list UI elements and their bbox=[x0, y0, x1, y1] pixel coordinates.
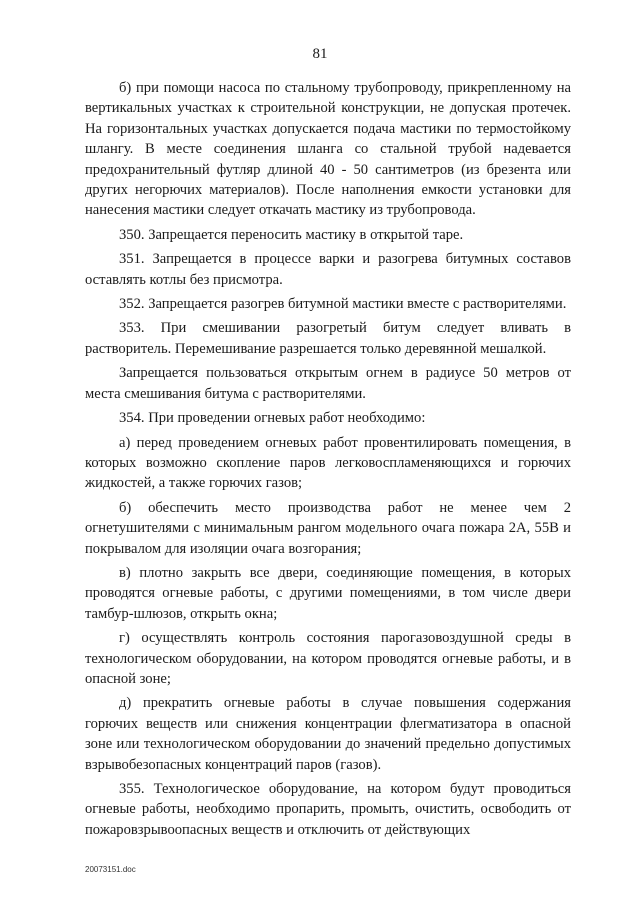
paragraph-354-g: г) осуществлять контроль состояния парогазовоздушной среды в технологическом оборудовании, на котором проводятся огневые работы, и в опасной зоне; bbox=[85, 630, 571, 687]
paragraph-354-v: в) плотно закрыть все двери, соединяющие помещения, в которых проводятся огневые работы, с другими помещениями, в том числе двери тамбур-шлюзов, открыть окна; bbox=[85, 564, 571, 622]
paragraph-350: 350. Запрещается переносить мастику в открытой таре. bbox=[119, 226, 464, 243]
paragraph-352: 352. Запрещается разогрев битумной мастики вместе с растворителями. bbox=[119, 296, 567, 313]
paragraph-354-a: а) перед проведением огневых работ провентилировать помещения, в которых возможно скопление паров легковоспламеняющихся и горючих жидкостей, а также горючих газов; bbox=[85, 434, 571, 492]
paragraph-354: 354. При проведении огневых работ необходимо: bbox=[119, 410, 426, 427]
paragraph-b-pump: б) при помощи насоса по стальному трубопроводу, прикрепленному на вертикальных участках к строительной конструкции, не допуская протечек. На горизонтальных участках допускается подача мастики по термостойкому шлангу. В месте соединения шланга со стальной трубой надевается предохранительный футляр длиной 40 - 50 сантиметров (из брезента или других негорючих материалов). После наполнения емкости установки для нанесения мастики следует откачать мастику из трубопровода. bbox=[85, 80, 571, 219]
paragraph-351: 351. Запрещается в процессе варки и разогрева битумных составов оставлять котлы без присмотра. bbox=[85, 251, 571, 288]
paragraph-354-d: д) прекратить огневые работы в случае повышения содержания горючих веществ или снижения концентрации флегматизатора в опасной зоне или технологическом оборудовании до значений предельно допустимых взрывобезопасных концентраций паров (газов). bbox=[85, 695, 571, 773]
paragraph-355: 355. Технологическое оборудование, на котором будут проводиться огневые работы, необходимо пропарить, промыть, очистить, освободить от пожаровзрывоопасных веществ и отключить от действующих bbox=[85, 781, 571, 838]
page-number: 81 bbox=[312, 46, 328, 62]
paragraph-open-fire: Запрещается пользоваться открытым огнем в радиусе 50 метров от места смешивания битума с растворителями. bbox=[85, 365, 571, 402]
document-body bbox=[85, 78, 571, 844]
paragraph-354-b: б) обеспечить место производства работ не менее чем 2 огнетушителями с минимальным рангом модельного очага пожара 2А, 55В и покрывалом для изоляции очага возгорания; bbox=[85, 499, 571, 557]
file-name-footer: 20073151.doc bbox=[85, 865, 136, 874]
paragraph-353: 353. При смешивании разогретый битум следует вливать в растворитель. Перемешивание разрешается только деревянной мешалкой. bbox=[85, 320, 571, 357]
